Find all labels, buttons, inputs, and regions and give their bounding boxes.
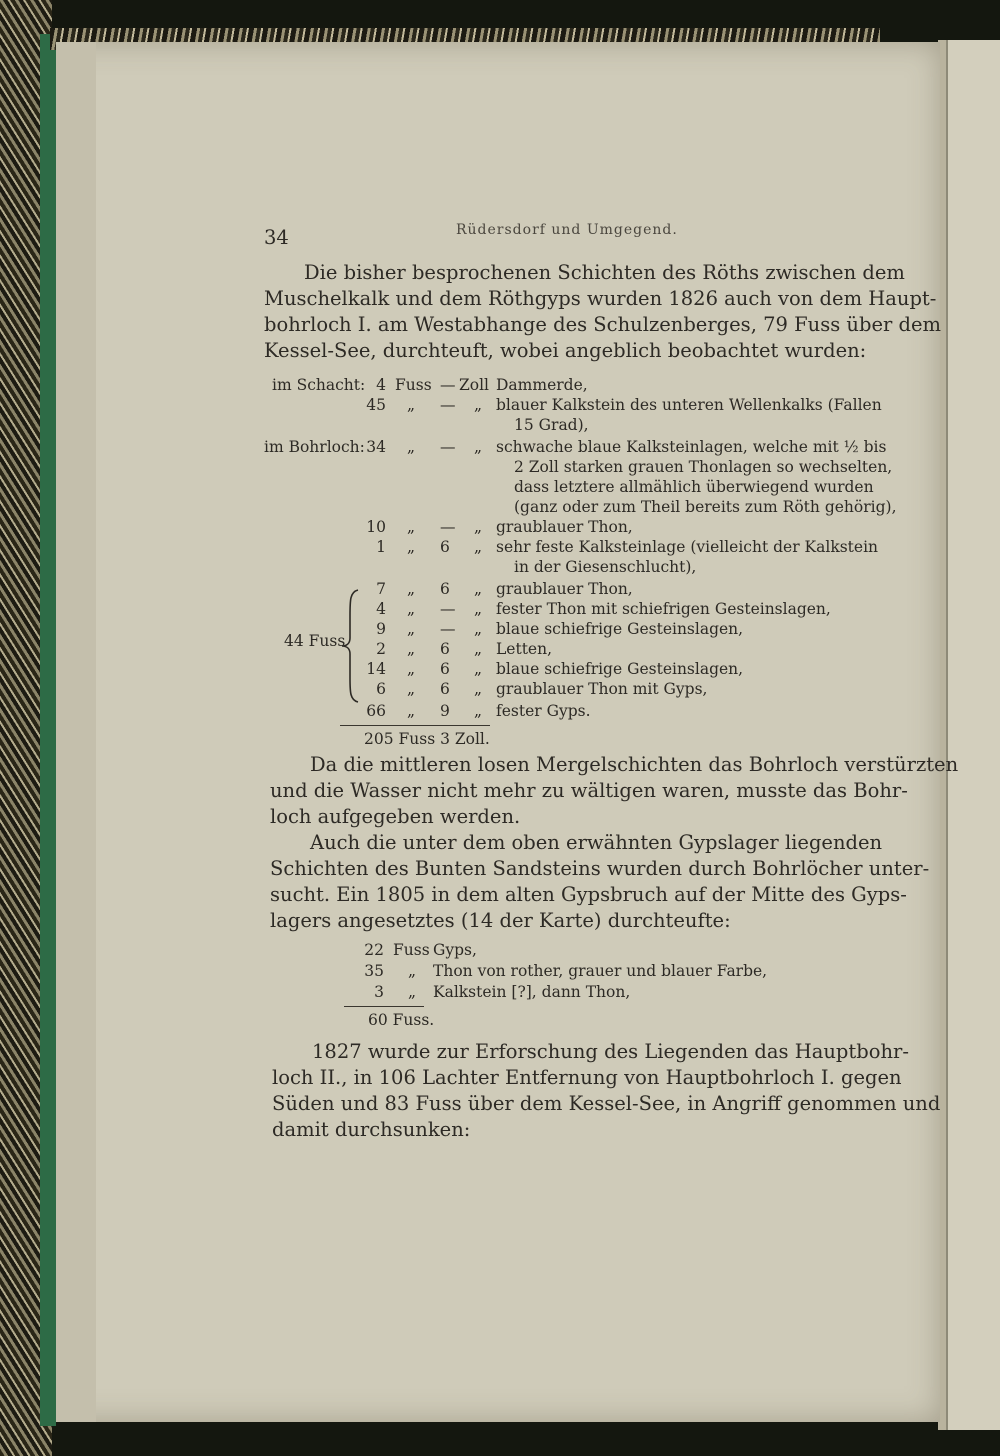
page-gutter — [56, 42, 96, 1422]
t1-unit: „ — [407, 702, 416, 720]
t2-text: Kalkstein [?], dann Thon, — [433, 983, 631, 1001]
t1-description: fester Thon mit schiefrigen Gesteinslagen, — [496, 600, 831, 618]
t2-fuss: 35 — [364, 962, 384, 980]
t1-zoll-unit: „ — [474, 538, 483, 556]
page-number: 34 — [264, 226, 289, 249]
t1-fuss: 34 — [366, 438, 386, 456]
t1-fuss: 7 — [376, 580, 386, 598]
sum-rule — [340, 725, 490, 726]
t1-description: graublauer Thon mit Gyps, — [496, 680, 708, 698]
para3-line: lagers angesetztes (14 der Karte) durchteufte: — [270, 909, 731, 932]
t1-unit: „ — [407, 640, 416, 658]
t1-zoll-unit: „ — [474, 660, 483, 678]
t1-fuss: 1 — [376, 538, 386, 556]
table2-total: 60 Fuss. — [368, 1011, 435, 1029]
table1-total: 205 Fuss 3 Zoll. — [364, 730, 490, 748]
label-schacht: im Schacht: — [272, 376, 366, 394]
para3-line: Schichten des Bunten Sandsteins wurden durch Bohrlöcher unter- — [270, 857, 930, 880]
t1-description: 2 Zoll starken grauen Thonlagen so wechselten, — [514, 458, 893, 476]
t1-zoll-value: 6 — [440, 660, 450, 678]
t1-fuss: 66 — [366, 702, 386, 720]
t1-fuss: 45 — [366, 396, 386, 414]
t1-unit: „ — [407, 438, 416, 456]
t1-unit: „ — [407, 580, 416, 598]
t2-unit: „ — [408, 962, 417, 980]
t1-zoll-value: — — [440, 620, 456, 638]
t1-zoll-unit: „ — [474, 600, 483, 618]
t1-description: sehr feste Kalksteinlage (vielleicht der Kalkstein — [496, 538, 879, 556]
t1-zoll-value: — — [440, 438, 456, 456]
t2-text: Gyps, — [433, 941, 477, 959]
para4-line: loch II., in 106 Lachter Entfernung von Hauptbohrloch I. gegen — [272, 1066, 902, 1089]
t1-zoll-unit: „ — [474, 620, 483, 638]
para1-line: Die bisher besprochenen Schichten des Röths zwischen dem — [304, 261, 905, 284]
t1-unit: „ — [407, 538, 416, 556]
t1-description: (ganz oder zum Theil bereits zum Röth gehörig), — [514, 498, 897, 516]
t1-unit: „ — [407, 680, 416, 698]
t1-fuss: 4 — [376, 376, 386, 394]
t1-zoll-unit: „ — [474, 396, 483, 414]
t1-description: schwache blaue Kalksteinlagen, welche mit ½ bis — [496, 438, 887, 456]
t1-unit: „ — [407, 600, 416, 618]
t1-description: dass letztere allmählich überwiegend wurden — [514, 478, 874, 496]
t2-unit: Fuss — [393, 941, 430, 959]
t1-zoll-unit: „ — [474, 518, 483, 536]
t1-fuss: 2 — [376, 640, 386, 658]
t1-fuss: 6 — [376, 680, 386, 698]
t1-description: fester Gyps. — [496, 702, 591, 720]
t1-zoll-value: — — [440, 518, 456, 536]
sum-rule — [344, 1006, 424, 1007]
para1-line: Kessel-See, durchteuft, wobei angeblich beobachtet wurden: — [264, 339, 867, 362]
t1-zoll-unit: „ — [474, 580, 483, 598]
t1-zoll-value: 6 — [440, 538, 450, 556]
para1-line: bohrloch I. am Westabhange des Schulzenberges, 79 Fuss über dem — [264, 313, 942, 336]
t1-fuss: 9 — [376, 620, 386, 638]
t1-unit: Fuss — [395, 376, 432, 394]
t1-unit: „ — [407, 660, 416, 678]
t1-description: in der Giesenschlucht), — [514, 558, 697, 576]
t1-zoll-value: 9 — [440, 702, 450, 720]
para4-line: damit durchsunken: — [272, 1118, 471, 1141]
t1-description: blaue schiefrige Gesteinslagen, — [496, 620, 744, 638]
t1-zoll-unit: „ — [474, 702, 483, 720]
running-head: Rüdersdorf und Umgegend. — [456, 222, 678, 238]
para3-line: Auch die unter dem oben erwähnten Gypslager liegenden — [310, 831, 883, 854]
t1-description: Dammerde, — [496, 376, 588, 394]
t1-zoll-unit: „ — [474, 640, 483, 658]
label-44-fuss: 44 Fuss — [284, 632, 346, 650]
t1-zoll-unit: „ — [474, 680, 483, 698]
t1-zoll-value: 6 — [440, 680, 450, 698]
label-bohrloch: im Bohrloch: — [264, 438, 365, 456]
t1-fuss: 10 — [366, 518, 386, 536]
book-page — [56, 42, 940, 1422]
t2-fuss: 3 — [374, 983, 384, 1001]
t2-text: Thon von rother, grauer und blauer Farbe, — [433, 962, 768, 980]
t1-description: Letten, — [496, 640, 553, 658]
t1-description: graublauer Thon, — [496, 580, 633, 598]
t1-description: 15 Grad), — [514, 416, 589, 434]
t1-zoll-value: — — [440, 396, 456, 414]
t2-unit: „ — [408, 983, 417, 1001]
t1-zoll-unit: „ — [474, 438, 483, 456]
para4-line: Süden und 83 Fuss über dem Kessel-See, in Angriff genommen und — [272, 1092, 941, 1115]
t1-fuss: 14 — [366, 660, 386, 678]
para1-line: Muschelkalk und dem Röthgyps wurden 1826 auch von dem Haupt- — [264, 287, 937, 310]
t1-description: blaue schiefrige Gesteinslagen, — [496, 660, 744, 678]
t1-unit: „ — [407, 396, 416, 414]
t1-description: blauer Kalkstein des unteren Wellenkalks (Fallen — [496, 396, 882, 414]
t1-description: graublauer Thon, — [496, 518, 633, 536]
t1-unit: „ — [407, 620, 416, 638]
t1-zoll-unit: Zoll — [459, 376, 490, 394]
t1-zoll-value: — — [440, 600, 456, 618]
t1-zoll-value: 6 — [440, 580, 450, 598]
para3-line: sucht. Ein 1805 in dem alten Gypsbruch auf der Mitte des Gyps- — [270, 883, 907, 906]
t2-fuss: 22 — [364, 941, 384, 959]
green-cover-edge — [40, 34, 56, 1426]
para2-line: Da die mittleren losen Mergelschichten das Bohrloch verstürzten — [310, 753, 959, 776]
t1-zoll-value: 6 — [440, 640, 450, 658]
para2-line: und die Wasser nicht mehr zu wältigen waren, musste das Bohr- — [270, 779, 908, 802]
t1-fuss: 4 — [376, 600, 386, 618]
t1-unit: „ — [407, 518, 416, 536]
para2-line: loch aufgegeben werden. — [270, 805, 521, 828]
t1-zoll-value: — — [440, 376, 456, 394]
para4-line: 1827 wurde zur Erforschung des Liegenden das Hauptbohr- — [312, 1040, 909, 1063]
facing-page — [946, 40, 1000, 1430]
